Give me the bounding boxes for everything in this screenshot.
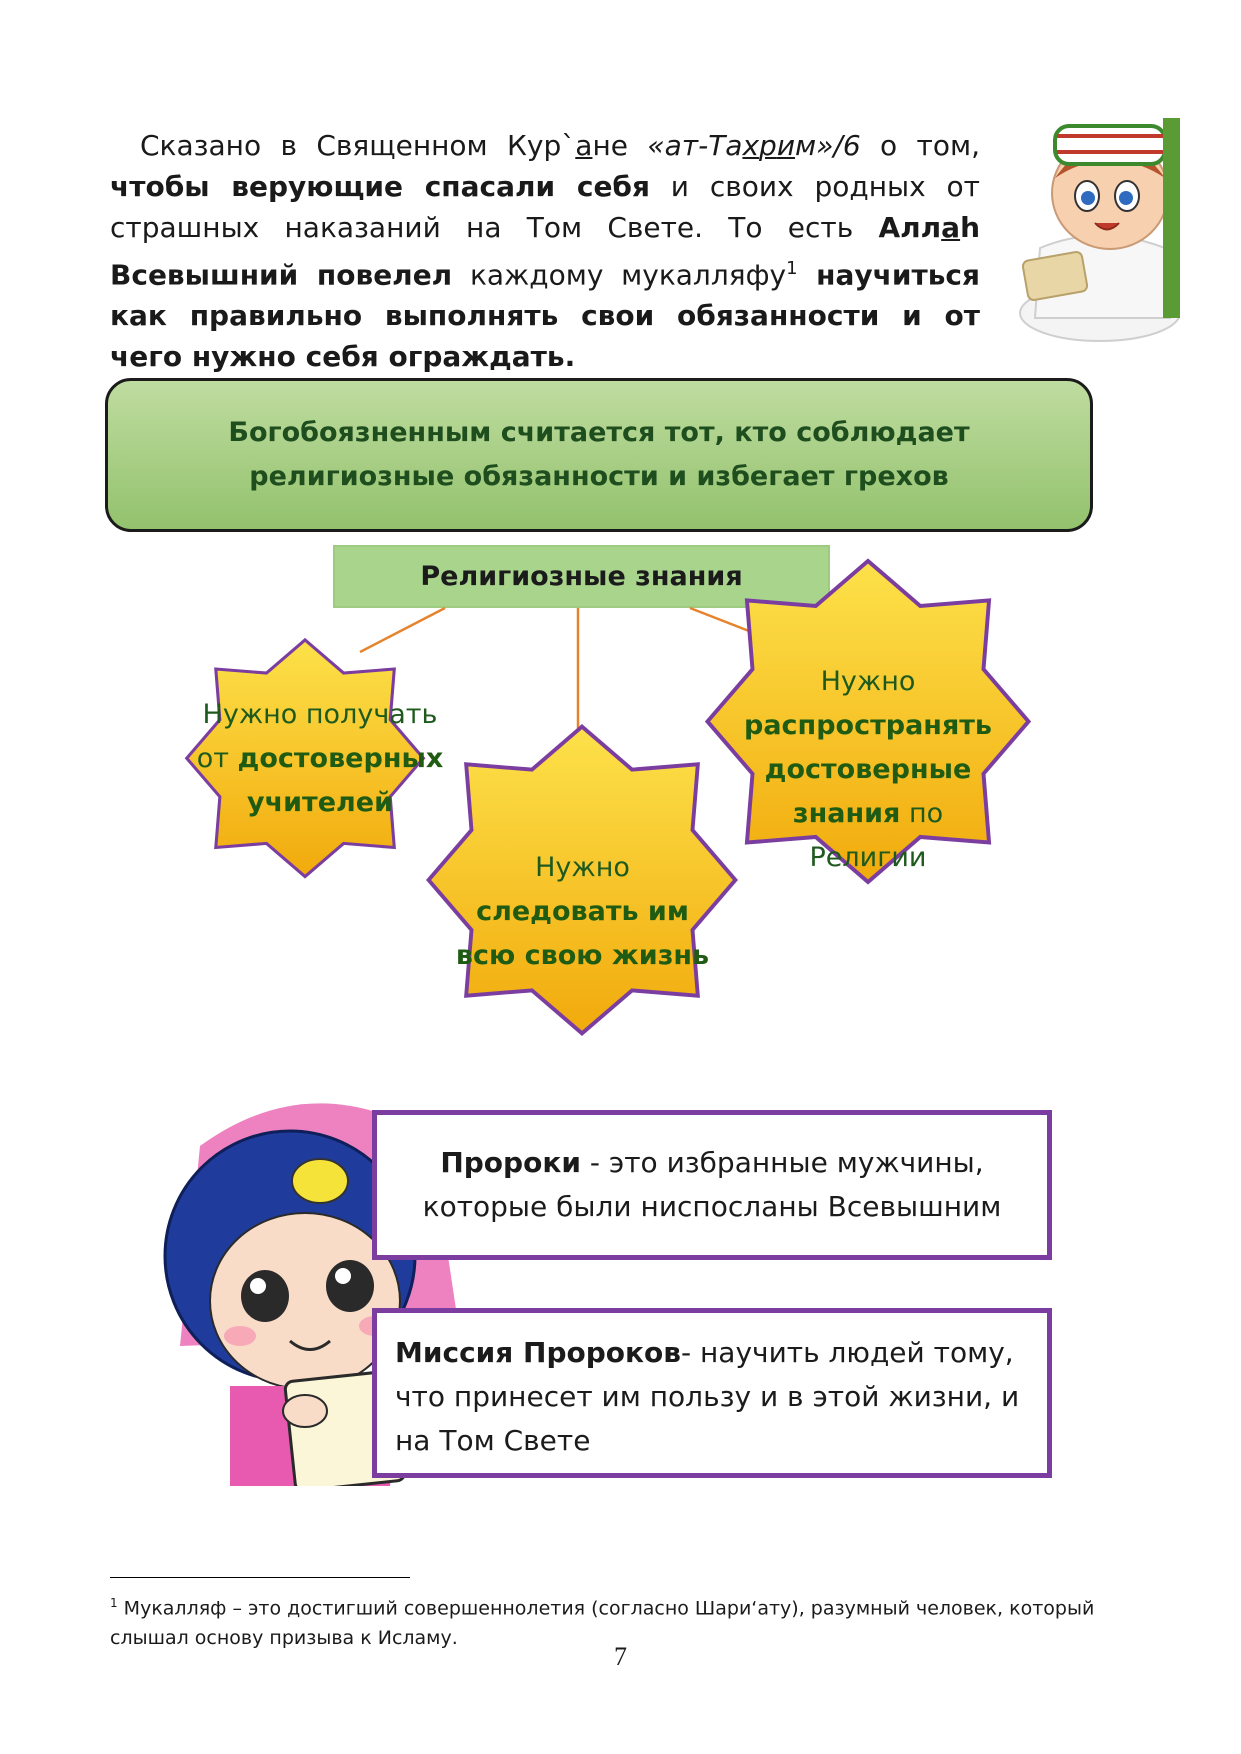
footnote-marker: 1 bbox=[110, 1596, 118, 1610]
prophets-mission-box bbox=[372, 1308, 1052, 1478]
intro-paragraph: Сказано в Священном Кур`ане «ат-Тахрим»/6 о том, чтобы верующие спасали себя и своих родных от страшных наказаний на Том Свете. То есть Аллаh Всевышний повелел каждому мукалляфу$^1$ научиться как правильно выполнять свои обязанности и от чего нужно себя ограждать. bbox=[110, 129, 980, 374]
intro-bold-1: чтобы верующие спасали себя bbox=[110, 170, 650, 203]
star-left-text: Нужно получать от достоверных учителей bbox=[196, 699, 444, 818]
star-right-text: Нужно распространять достоверные знания по Религии bbox=[744, 666, 992, 873]
allah-name: Аллаh Всевышний повелел bbox=[110, 211, 980, 292]
prophets-mission-text: Миссия Пророков- научить людей тому, что принесет им пользу и в этой жизни, и на Том Свете bbox=[395, 1336, 1020, 1457]
page-number: 7 bbox=[614, 1642, 627, 1671]
footnote-ref[interactable]: 1 bbox=[786, 258, 798, 279]
intro-text: Сказано в Священном bbox=[140, 129, 508, 162]
footnote-separator bbox=[110, 1577, 410, 1578]
god-fearing-definition-text: Богобоязненным считается тот, кто соблюдает религиозные обязанности и избегает грехов bbox=[228, 417, 970, 492]
prophets-definition-text: Пророки - это избранные мужчины, которые были ниспосланы Всевышним bbox=[422, 1146, 1002, 1223]
footnote-text: Мукалляф – это достигший совершеннолетия (согласно Шариʻату), разумный человек, который слышал основу призыва к Исламу. bbox=[110, 1597, 1095, 1650]
prophets-definition-box bbox=[372, 1110, 1052, 1260]
religious-knowledge-label: Религиозные знания bbox=[420, 561, 743, 592]
surah-reference: «ат-Тахрим»/6 bbox=[647, 129, 861, 162]
star-center-text: Нужно следовать им всю свою жизнь bbox=[455, 852, 710, 971]
connector-left bbox=[360, 608, 445, 652]
intro-bold-2: научиться как правильно выполнять свои обязанности и от чего нужно себя ограждать. bbox=[110, 258, 980, 374]
